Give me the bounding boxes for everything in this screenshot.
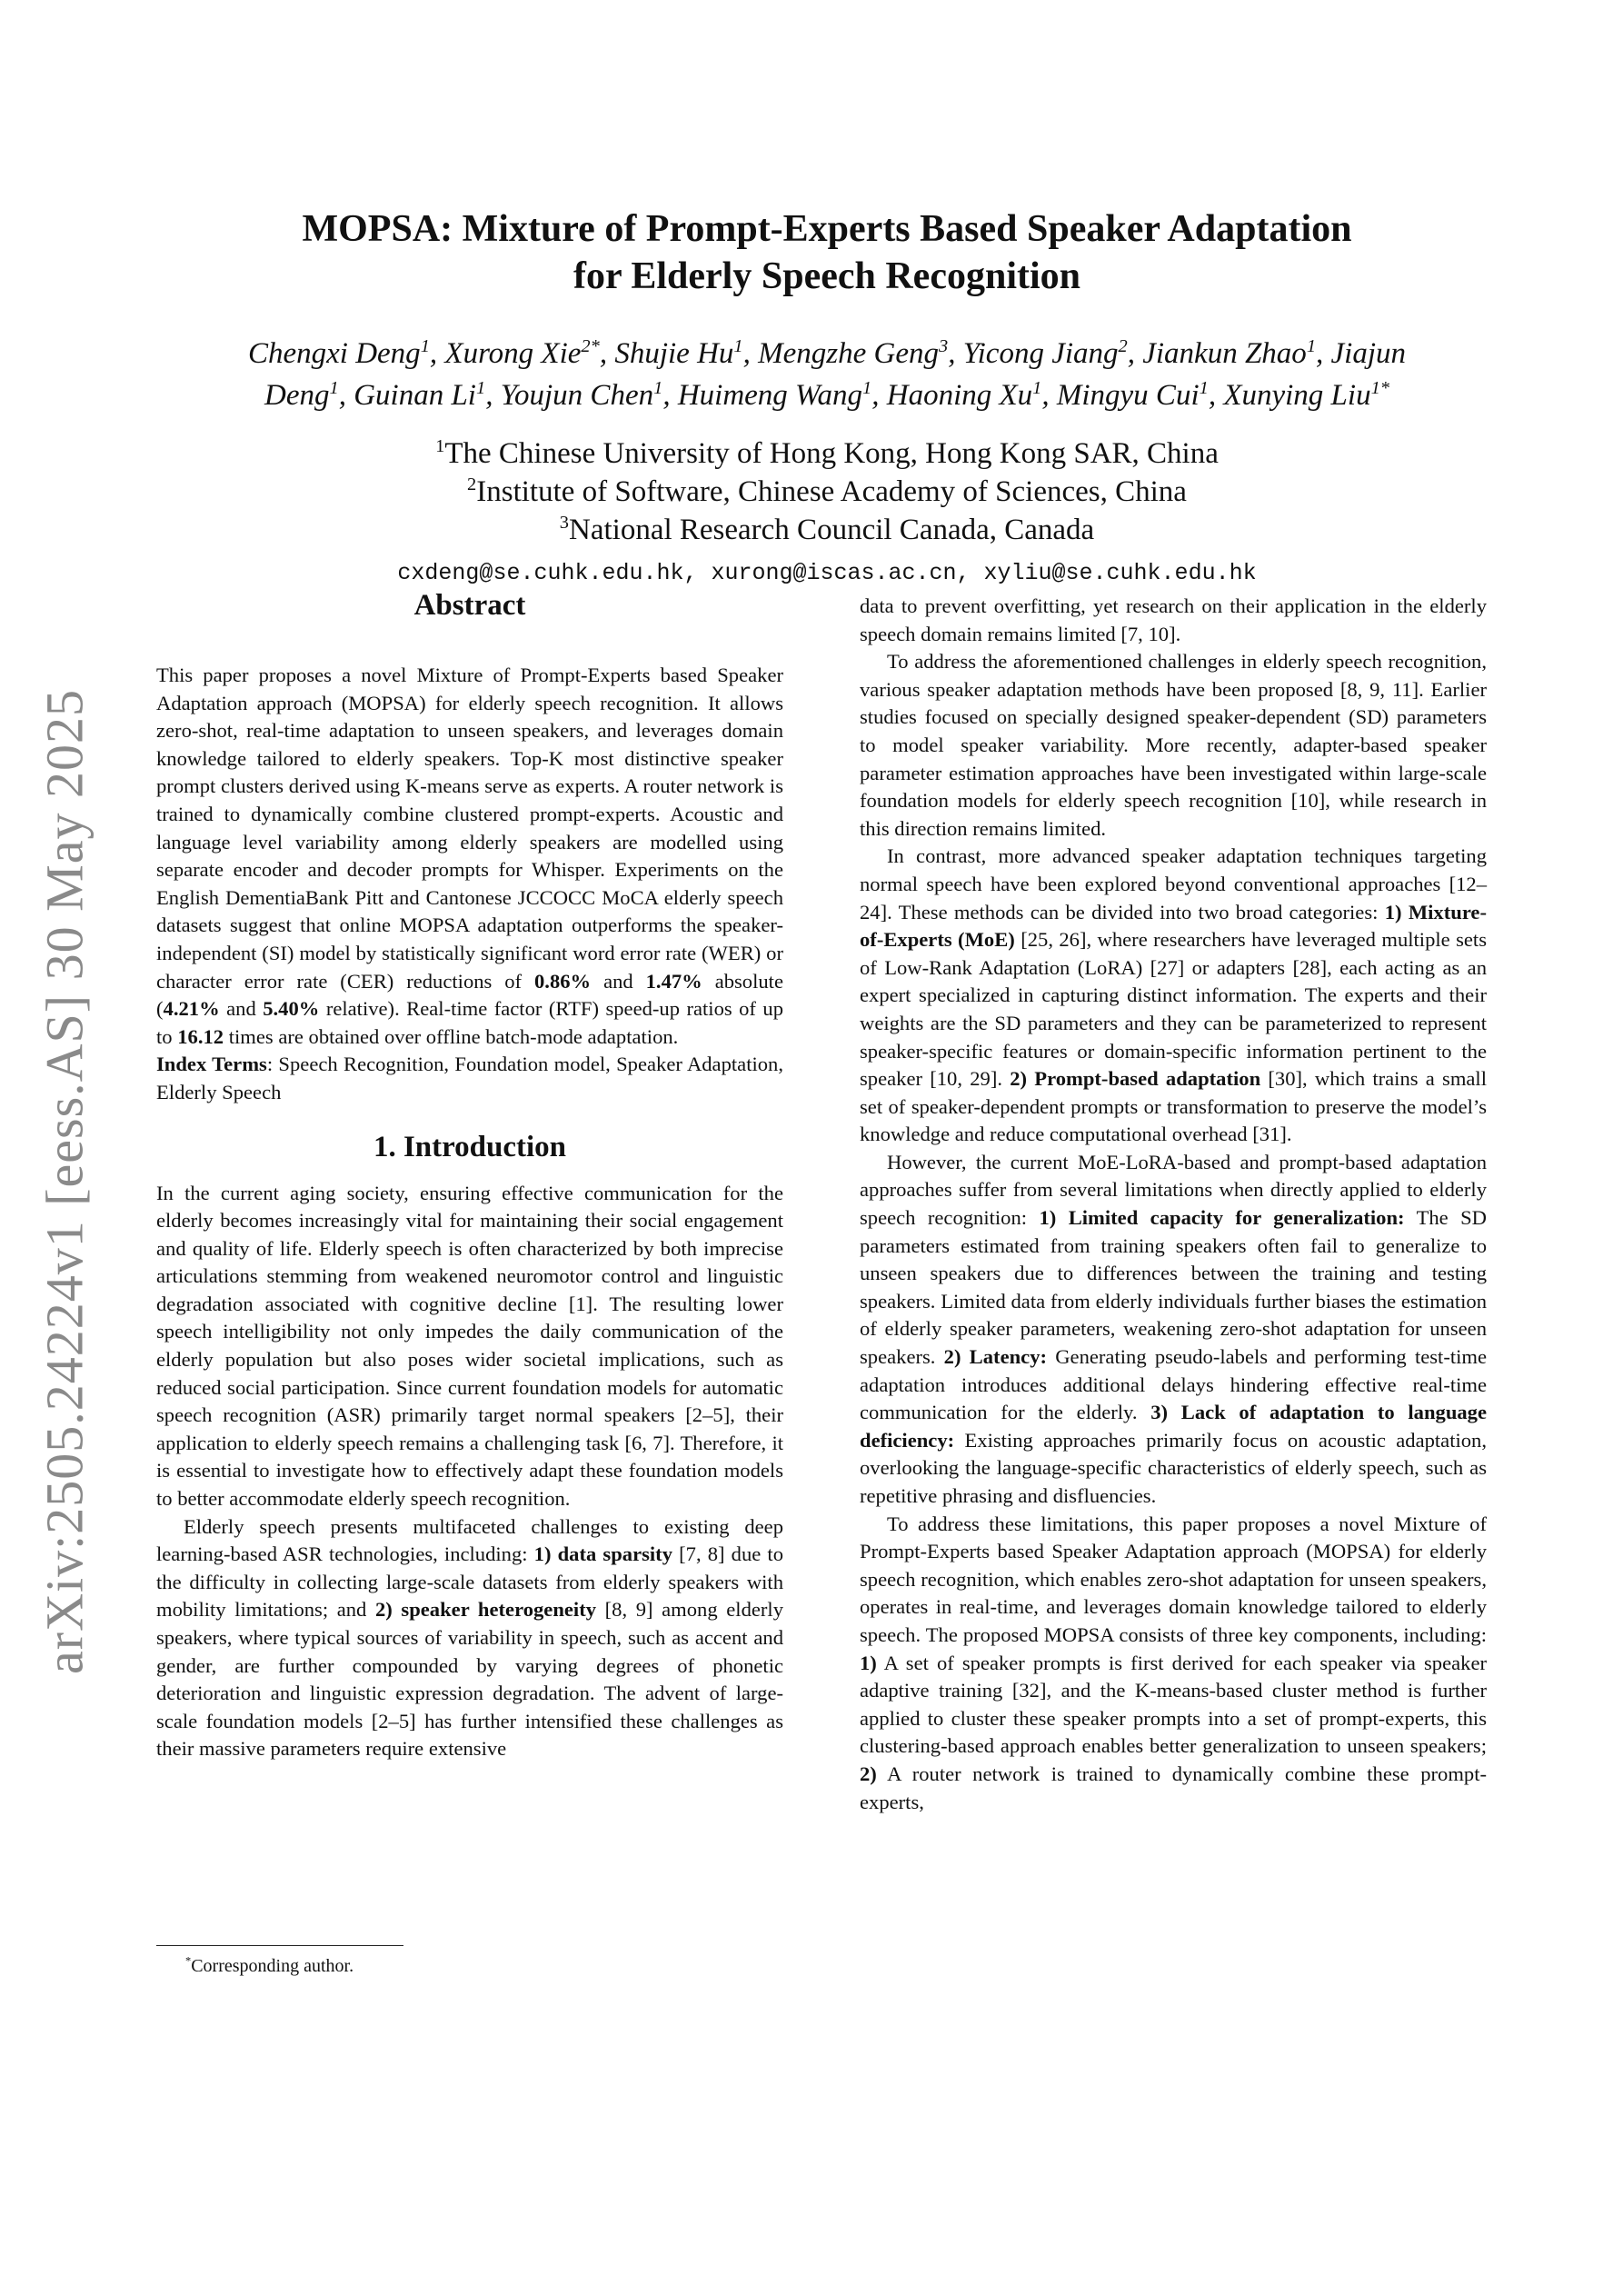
arxiv-id: arXiv:2505.24224v1 [eess.AS] 30 May 2025 (35, 689, 95, 1674)
affiliation-mark: 1 (435, 436, 445, 456)
author-affiliation-mark: 1 (475, 378, 486, 398)
right-paragraph-2: In contrast, more advanced speaker adaptation techniques targeting normal speech have been explored beyond conventional approaches [12–24]. These methods can be divided into two broad categories: 1) Mixture-of-Experts (MoE) [25, 26], where researchers have leveraged multiple sets of Low-Rank Adaptation (LoRA) [27] or adapters [28], each acting as an expert specialized in capturing distinct information. The experts and their weights are the SD parameters and they can be parameterized to represent speaker-specific features or domain-specific information pertinent to the speaker [10, 29]. 2) Prompt-based adaptation [30], which trains a small set of speaker-dependent prompts or transformation to preserve the model’s knowledge and reduce computational overhead [31]. (860, 844, 1487, 1146)
paper-title-line-1: MOPSA: Mixture of Prompt-Experts Based Speaker Adaptation (302, 208, 1352, 250)
author-name: Guinan Li (353, 379, 476, 412)
index-terms (156, 1051, 783, 1106)
author-affiliation-mark: 1 (862, 378, 872, 398)
footnote-rule (156, 1945, 403, 1946)
authors-line-1: Chengxi Deng$^1$, Xurong Xie$^{2*}$, Shujie Hu$^1$, Mengzhe Geng$^3$, Yicong Jiang$^2$, Jiankun Zhao$^1$, Jiajun (247, 336, 1407, 370)
author-affiliation-mark: 1 (329, 378, 339, 398)
author-affiliation-mark: 1 (1306, 336, 1317, 356)
affiliation-1 (145, 434, 1508, 473)
author-name: Mengzhe Geng (758, 337, 939, 370)
author-name: Chengxi Deng (247, 337, 421, 370)
affiliation-text: Institute of Software, Chinese Academy of Sciences, China (476, 475, 1187, 508)
index-terms-text: : Speech Recognition, Foundation model, Speaker Adaptation, Elderly Speech (156, 1053, 783, 1103)
author-name: Deng (264, 379, 330, 412)
author-emails: cxdeng@se.cuhk.edu.hk, xurong@iscas.ac.cn, xyliu@se.cuhk.edu.hk (397, 560, 1257, 586)
author-name: Xunying Liu (1223, 379, 1371, 412)
author-name: Mingyu Cui (1056, 379, 1200, 412)
affiliation-mark: 3 (559, 513, 569, 533)
author-name: Youjun Chen (500, 379, 654, 412)
paper-title-line-2: for Elderly Speech Recognition (573, 255, 1081, 297)
right-paragraph-1: To address the aforementioned challenges in elderly speech recognition, various speaker adaptation methods have been proposed [8, 9, 11]. Earlier studies focused on specially designed speaker-dependent (SD) parameters to model speaker variability. More recently, adapter-based speaker parameter estimation approaches have been investigated within large-scale foundation models for elderly speech recognition [10], while research in this direction remains limited. (860, 650, 1487, 840)
affiliation-text: The Chinese University of Hong Kong, Hong Kong SAR, China (444, 437, 1219, 470)
author-affiliation-mark: 1 (653, 378, 663, 398)
footnote-mark: * (185, 1954, 192, 1968)
author-affiliation-mark: 1 (1199, 378, 1209, 398)
right-paragraph-3: However, the current MoE-LoRA-based and prompt-based adaptation approaches suffer from several limitations when directly applied to elderly speech recognition: 1) Limited capacity for generalization: The SD parameters estimated from training speakers often fail to generalize to unseen speakers due to differences between the training and testing speakers. Limited data from elderly individuals further biases the estimation of elderly speaker parameters, weakening zero-shot adaptation for unseen speakers. 2) Latency: Generating pseudo-labels and performing test-time adaptation introduces additional delays hindering effective real-time communication for the elderly. 3) Lack of adaptation to language deficiency: Existing approaches primarily focus on acoustic adaptation, overlooking the language-specific characteristics of elderly speech, such as repetitive phrasing and disfluencies. (860, 1150, 1488, 1507)
author-name: Yicong Jiang (962, 337, 1119, 370)
author-affiliation-mark: 2 (1118, 336, 1128, 356)
author-affiliation-mark: 2* (581, 336, 600, 356)
intro-paragraph-2: Elderly speech presents multifaceted challenges to existing deep learning-based ASR technologies, including: 1) data sparsity [7, 8] due to the difficulty in collecting large-scale datasets from elderly speakers with mobility limitations; and 2) speaker heterogeneity [8, 9] among elderly speakers, where typical sources of variability in speech, such as accent and gender, are further compounded by varying degrees of phonetic deterioration and linguistic expression degradation. The advent of large-scale foundation models [2–5] has further intensified these challenges as their massive parameters require extensive (156, 1514, 783, 1761)
affiliation-2 (145, 473, 1508, 511)
author-affiliation-mark: 1 (733, 336, 743, 356)
right-paragraph-4: To address these limitations, this paper proposes a novel Mixture of Prompt-Experts based Speaker Adaptation approach (MOPSA) for elderly speech recognition, which enables zero-shot adaptation for unseen speakers, operates in real-time, and leverages domain knowledge tailored to elderly speech. The proposed MOPSA consists of three key components, including: 1) A set of speaker prompts is first derived for each speaker via speaker adaptive training [32], and the K-means-based cluster method is further applied to cluster these speaker prompts into a set of prompt-experts, this clustering-based approach enables better generalization to unseen speakers; 2) A router network is trained to dynamically combine these prompt-experts, (860, 1512, 1487, 1813)
author-name: Haoning Xu (886, 379, 1033, 412)
intro-paragraph-1: In the current aging society, ensuring effective communication for the elderly becomes increasingly vital for maintaining their social engagement and quality of life. Elderly speech is often characterized by both imprecise articulations stemming from weakened neuromotor control and linguistic degradation associated with cognitive decline [1]. The resulting lower speech intelligibility not only impedes the daily communication of the elderly population but also poses wider societal implications, such as reduced social participation. Since current foundation models for automatic speech recognition (ASR) primarily target normal speakers [2–5], their application to elderly speech remains a challenging task [6, 7]. Therefore, it is essential to investigate how to effectively adapt these foundation models to better accommodate elderly speech recognition. (156, 1181, 783, 1511)
author-affiliation-mark: 3 (939, 336, 949, 356)
author-name: Jiankun Zhao (1142, 337, 1307, 370)
author-name: Huimeng Wang (677, 379, 863, 412)
footnote (185, 1956, 353, 1977)
abstract-heading: Abstract (413, 589, 526, 622)
right-paragraph-0: data to prevent overfitting, yet research on their application in the elderly speech domain remains limited [7, 10]. (860, 594, 1487, 645)
left-column (156, 585, 783, 1763)
affiliation-mark: 2 (467, 474, 477, 494)
author-affiliation-mark: 1 (1032, 378, 1042, 398)
author-name: Jiajun (1330, 337, 1407, 370)
introduction-heading: 1. Introduction (373, 1130, 567, 1163)
arxiv-sidebar-stamp (15, 636, 115, 1727)
abstract-text: This paper proposes a novel Mixture of Prompt-Experts based Speaker Adaptation approach (MOPSA) for elderly speech recognition. It allows zero-shot, real-time adaptation to unseen speakers, and leverages domain knowledge tailored to elderly speakers. Top-K most distinctive speaker prompt clusters derived using K-means serve as experts. A router network is trained to dynamically combine clustered prompt-experts. Acoustic and language level variability among elderly speakers are modelled using separate encoder and decoder prompts for Whisper. Experiments on the English DementiaBank Pitt and Cantonese JCCOCC MoCA elderly speech datasets suggest that online MOPSA adaptation outperforms the speaker-independent (SI) model by statistically significant word error rate (WER) or character error rate (CER) reductions of 0.86% and 1.47% absolute (4.21% and 5.40% relative). Real-time factor (RTF) speed-up ratios of up to 16.12 times are obtained over offline batch-mode adaptation. (156, 664, 783, 1048)
footnote-text: Corresponding author. (191, 1956, 354, 1976)
affiliation-text: National Research Council Canada, Canada (569, 514, 1095, 546)
authors-line-2: Deng$^1$, Guinan Li$^1$, Youjun Chen$^1$, Huimeng Wang$^1$, Haoning Xu$^1$, Mingyu Cui$^1$, Xunying Liu$^{1*}$ (264, 378, 1390, 412)
affiliation-3 (145, 511, 1508, 549)
author-affiliation-mark: 1* (1370, 378, 1390, 398)
author-name: Shujie Hu (614, 337, 734, 370)
index-terms-label: Index Terms (156, 1053, 267, 1076)
right-column (860, 593, 1487, 1816)
author-affiliation-mark: 1 (420, 336, 430, 356)
author-name: Xurong Xie (444, 337, 582, 370)
